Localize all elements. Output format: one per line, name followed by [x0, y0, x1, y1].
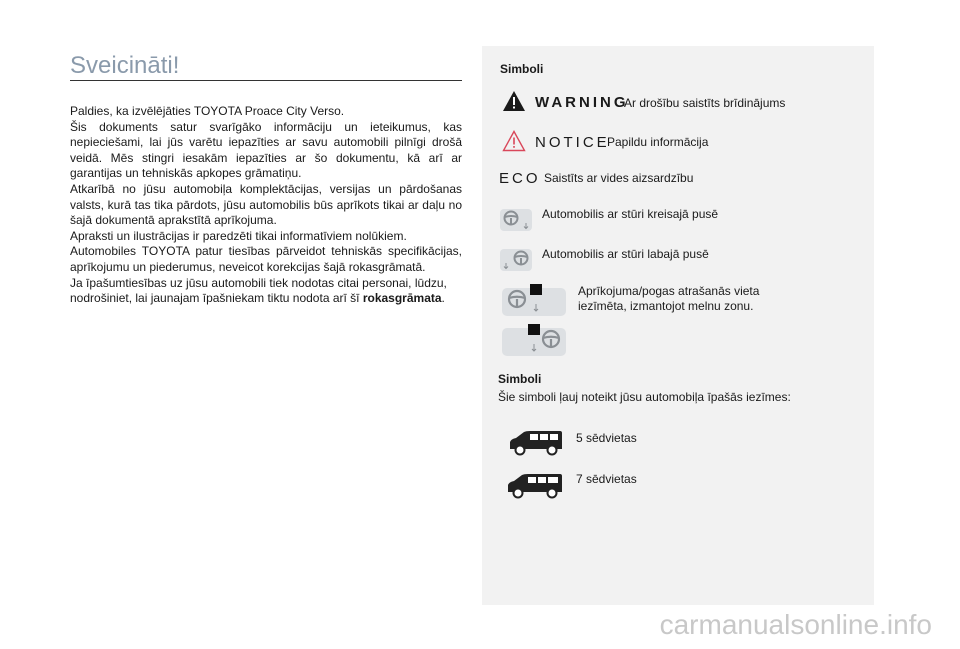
- symbols-heading: Simboli: [500, 62, 544, 76]
- intro-paragraph-6-text: Ja īpašumtiesības uz jūsu automobili tiek nodotas citai personai, lūdzu, nodrošiniet, lai jaunajam īpašniekam tiktu nodota arī šī: [70, 275, 447, 306]
- intro-paragraph-5: Automobiles TOYOTA patur tiesības pārveidot tehniskās specifikācijas, aprīkojumu un piederumus, neveicot korekcijas šajā rokasgrāmatā.: [70, 244, 462, 274]
- seats-7-label: 7 sēdvietas: [576, 472, 637, 486]
- rokasgramata-bold: rokasgrāmata: [362, 291, 442, 306]
- warning-description: Ar drošību saistīts brīdinājums: [624, 96, 786, 110]
- eco-label: ECO: [499, 170, 541, 187]
- location-lhd-icon: [502, 284, 566, 316]
- lhd-description: Automobilis ar stūri kreisajā pusē: [542, 207, 719, 221]
- title-divider: [70, 80, 462, 81]
- symbols-panel: [482, 46, 874, 605]
- right-hand-drive-icon: [500, 247, 532, 273]
- warning-label: WARNING: [535, 94, 629, 111]
- notice-label: NOTICE: [535, 134, 610, 151]
- intro-paragraph-4: Apraksti un ilustrācijas ir paredzēti tikai informatīviem nolūkiem.: [70, 228, 407, 243]
- warning-triangle-icon: [502, 90, 526, 112]
- rhd-description: Automobilis ar stūri labajā pusē: [542, 247, 709, 261]
- van-7-seats-icon: [506, 470, 564, 500]
- intro-paragraph-6: [70, 276, 462, 307]
- notice-triangle-icon: [502, 130, 526, 152]
- intro-text: [70, 104, 462, 307]
- intro-paragraph-2: Šis dokuments satur svarīgāko informāciju un ieteikumus, kas nepieciešami, lai jūs varētu iepazīties ar savu automobili pilnīgi drošā veidā. Mēs stingri iesakām iepazīties ar šo dokumentu, kā arī ar garantijas un tehniskās apkopes grāmatiņu.: [70, 119, 462, 181]
- intro-paragraph-3: Atkarībā no jūsu automobiļa komplektācijas, versijas un pārdošanas valsts, kurā tas tika pārdots, jūsu automobilis būs aprīkots tikai ar daļu no šajā dokumentā aprakstītā aprīkojuma.: [70, 181, 462, 228]
- location-description: Aprīkojuma/pogas atrašanās vieta iezīmēta, izmantojot melnu zonu.: [578, 284, 760, 313]
- watermark: carmanualsonline.info: [659, 609, 932, 640]
- seats-5-label: 5 sēdvietas: [576, 431, 637, 445]
- intro-paragraph-6-end: .: [441, 291, 445, 306]
- location-rhd-icon: [502, 324, 566, 356]
- features-intro: Šie simboli ļauj noteikt jūsu automobiļa īpašās iezīmes:: [498, 390, 791, 404]
- notice-description: Papildu informācija: [607, 135, 709, 149]
- symbols-heading-2: Simboli: [498, 372, 542, 386]
- intro-paragraph-1: Paldies, ka izvēlējāties TOYOTA Proace City Verso.: [70, 104, 345, 118]
- left-hand-drive-icon: [500, 207, 532, 233]
- page-title: Sveicināti!: [70, 52, 180, 79]
- eco-description: Saistīts ar vides aizsardzību: [544, 171, 694, 185]
- van-5-seats-icon: [508, 427, 564, 457]
